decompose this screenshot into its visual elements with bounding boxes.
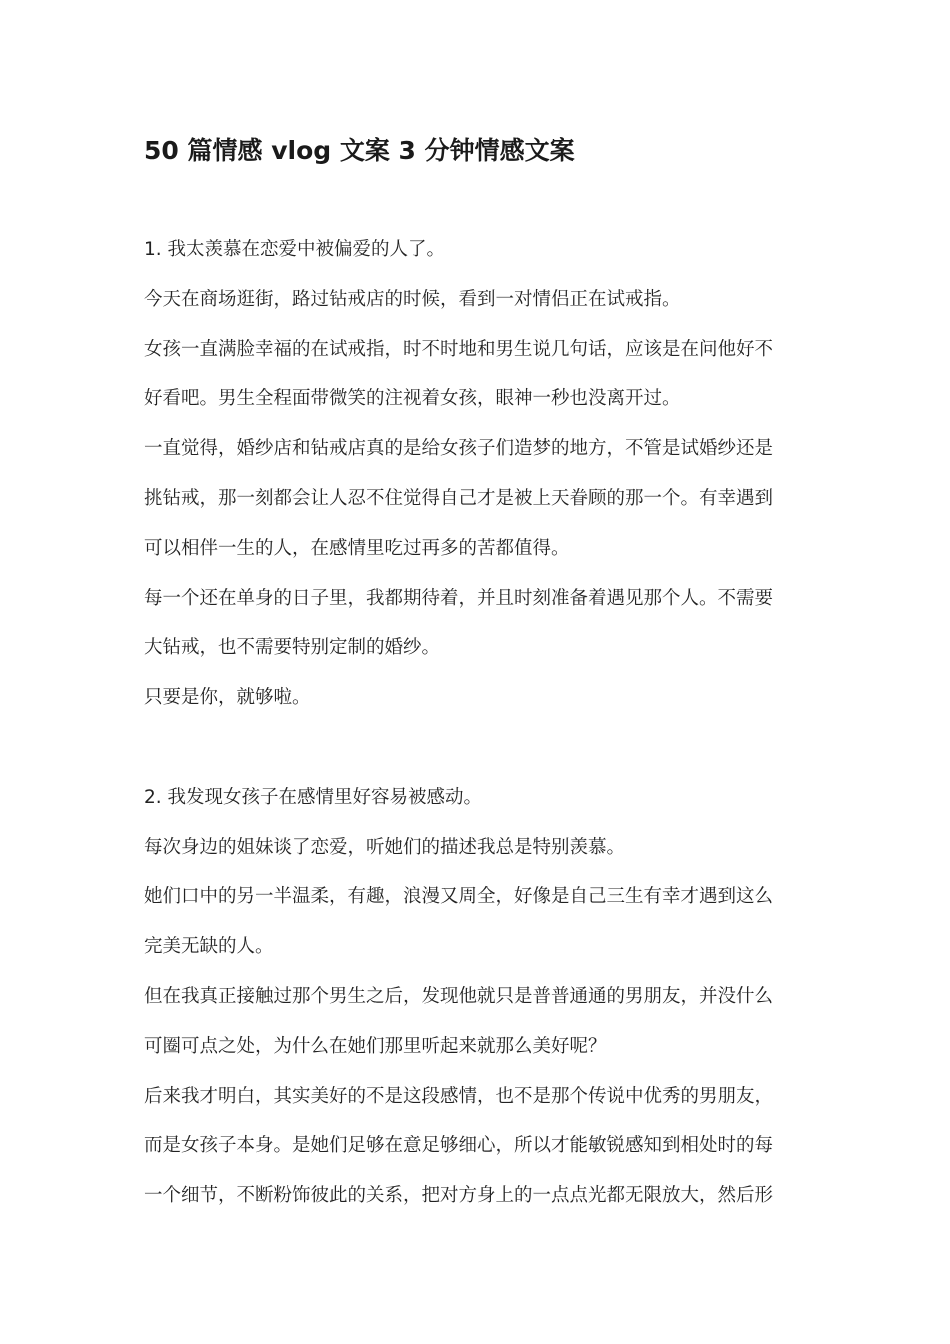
paragraph-line: 挑钻戒，那一刻都会让人忍不住觉得自己才是被上天眷顾的那一个。有幸遇到	[144, 487, 774, 509]
paragraph-line: 而是女孩子本身。是她们足够在意足够细心，所以才能敏锐感知到相处时的每	[144, 1135, 774, 1157]
paragraph-line: 她们口中的另一半温柔，有趣，浪漫又周全，好像是自己三生有幸才遇到这么	[144, 886, 774, 908]
paragraph-line: 每一个还在单身的日子里，我都期待着，并且时刻准备着遇见那个人。不需要	[144, 587, 774, 609]
paragraph-line: 好看吧。男生全程面带微笑的注视着女孩，眼神一秒也没离开过。	[144, 388, 681, 410]
document-body	[144, 230, 810, 1226]
section-heading: 1. 我太羡慕在恋爱中被偏爱的人了。	[144, 239, 446, 260]
paragraph-line: 一个细节，不断粉饰彼此的关系，把对方身上的一点点光都无限放大，然后形	[144, 1185, 774, 1207]
paragraph-line: 每次身边的姐妹谈了恋爱，听她们的描述我总是特别羡慕。	[144, 836, 626, 858]
paragraph-line: 只要是你，就够啦。	[144, 687, 311, 709]
document-title: 50 篇情感 vlog 文案 3 分钟情感文案	[144, 136, 575, 165]
paragraph-line: 后来我才明白，其实美好的不是这段感情，也不是那个传说中优秀的男朋友，	[144, 1085, 774, 1107]
section-1	[144, 230, 810, 728]
paragraph-line: 大钻戒，也不需要特别定制的婚纱。	[144, 637, 441, 659]
paragraph-line: 一直觉得，婚纱店和钻戒店真的是给女孩子们造梦的地方，不管是试婚纱还是	[144, 438, 774, 460]
section-spacer	[144, 728, 810, 778]
section-2	[144, 778, 810, 1226]
paragraph-line: 完美无缺的人。	[144, 936, 274, 958]
paragraph-line: 可以相伴一生的人，在感情里吃过再多的苦都值得。	[144, 537, 570, 559]
paragraph-line: 女孩一直满脸幸福的在试戒指，时不时地和男生说几句话，应该是在问他好不	[144, 338, 774, 360]
paragraph-line: 今天在商场逛街，路过钻戒店的时候，看到一对情侣正在试戒指。	[144, 288, 681, 310]
section-heading: 2. 我发现女孩子在感情里好容易被感动。	[144, 786, 483, 808]
paragraph-line: 可圈可点之处，为什么在她们那里听起来就那么美好呢？	[144, 1035, 607, 1057]
paragraph-line: 但在我真正接触过那个男生之后，发现他就只是普普通通的男朋友，并没什么	[144, 985, 774, 1007]
